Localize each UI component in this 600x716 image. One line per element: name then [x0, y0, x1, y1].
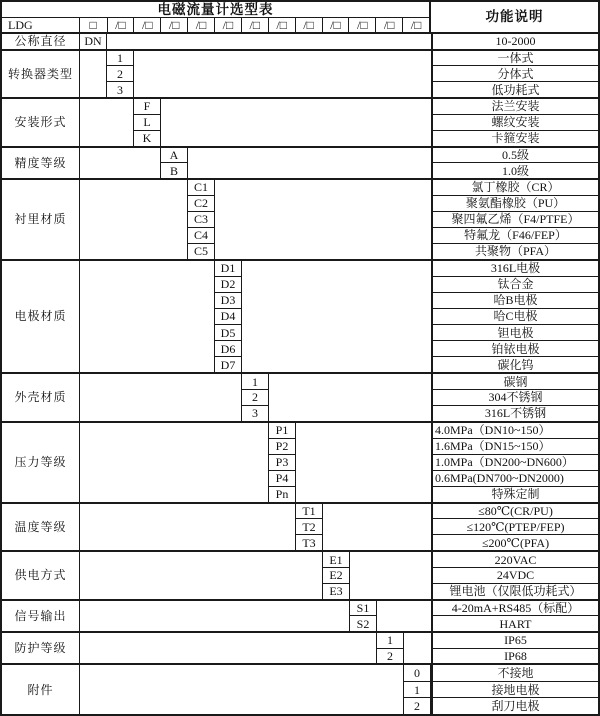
ladder-right-spacer: [188, 148, 431, 178]
code-box: /□: [107, 18, 134, 33]
option-description-cell: 钽电极: [433, 325, 598, 341]
code-column: [188, 180, 215, 259]
ladder-spacer: [80, 633, 377, 663]
code-box: /□: [241, 18, 268, 33]
code-column: [215, 261, 242, 372]
option-code-cell: 3: [117, 82, 123, 97]
option-code-cell: P3: [269, 455, 295, 471]
option-description-cell: 刮刀电极: [491, 699, 540, 714]
code-box: /□: [133, 18, 160, 33]
option-code-cell: P1: [269, 423, 295, 439]
function-column: [431, 34, 598, 48]
function-column: [431, 504, 598, 551]
code-column: [377, 633, 404, 663]
option-code-cell: L: [134, 115, 160, 131]
option-code-cell: D6: [215, 341, 241, 357]
option-description-cell: 特殊定制: [491, 487, 540, 502]
option-description-cell: 聚氨酯橡胶（PU）: [433, 196, 598, 212]
category-label: 信号输出: [2, 601, 80, 631]
category-label: 温度等级: [2, 504, 80, 551]
category-label: 防护等级: [2, 633, 80, 663]
category-block: [2, 148, 598, 180]
ladder-right-spacer: [323, 504, 431, 551]
category-label: 公称直径: [2, 34, 80, 48]
option-description-cell: 分体式: [433, 66, 598, 82]
option-description-cell: 1.0级: [501, 163, 529, 178]
category-label: 转换器类型: [2, 51, 80, 98]
option-code-cell: P4: [269, 471, 295, 487]
ladder-right-spacer: [242, 261, 431, 372]
option-code-cell: DN: [84, 34, 102, 49]
page-title: 电磁流量计选型表: [2, 2, 429, 18]
ladder-spacer: [80, 374, 242, 421]
ladder-spacer: [80, 180, 188, 259]
ladder-spacer: [80, 51, 107, 98]
option-description-cell: 4-20mA+RS485（标配）: [433, 601, 598, 617]
category-block: [2, 34, 598, 50]
code-column: [242, 374, 269, 421]
category-label: 电极材质: [2, 261, 80, 372]
option-code-cell: 2: [414, 699, 420, 714]
category-label: 精度等级: [2, 148, 80, 178]
option-description-cell: HART: [499, 616, 532, 631]
option-code-cell: C4: [188, 228, 214, 244]
option-code-cell: F: [134, 99, 160, 115]
function-column: [431, 99, 598, 146]
code-box: /□: [214, 18, 241, 33]
ladder-spacer: [80, 504, 296, 551]
function-column: [431, 51, 598, 98]
category-block: [2, 601, 598, 633]
ladder-right-spacer: [296, 423, 431, 502]
category-label: 供电方式: [2, 552, 80, 599]
option-description-cell: 锂电池（仅限低功耗式）: [449, 584, 582, 599]
category-block: [2, 633, 598, 665]
option-code-cell: K: [142, 131, 152, 146]
ladder-spacer: [80, 423, 269, 502]
option-code-cell: C2: [188, 196, 214, 212]
option-description-cell: 不接地: [433, 665, 598, 682]
ladder-right-spacer: [269, 374, 431, 421]
option-code-cell: E3: [329, 584, 343, 599]
code-column: [134, 99, 161, 146]
option-code-cell: 2: [242, 390, 268, 406]
ladder-right-spacer: [161, 99, 431, 146]
code-box: /□: [348, 18, 375, 33]
ladder-spacer: [80, 665, 404, 714]
category-block: [2, 374, 598, 423]
option-description-cell: 1.6MPa（DN15~150）: [433, 439, 598, 455]
category-block: [2, 261, 598, 374]
code-column: [323, 552, 350, 599]
ladder-right-spacer: [377, 601, 431, 631]
option-description-cell: 碳化钨: [497, 357, 534, 372]
option-description-cell: 1.0MPa（DN200~DN600）: [433, 455, 598, 471]
code-box: /□: [402, 18, 429, 33]
ladder-spacer: [80, 552, 323, 599]
option-code-cell: C1: [188, 180, 214, 196]
option-description-cell: 低功耗式: [491, 82, 540, 97]
option-description-cell: 316L不锈钢: [484, 406, 547, 421]
code-box: /□: [295, 18, 322, 33]
function-column: [431, 180, 598, 259]
category-block: [2, 51, 598, 100]
ladder-spacer: [80, 261, 215, 372]
option-code-cell: Pn: [275, 487, 289, 502]
option-code-cell: B: [169, 163, 178, 178]
option-code-cell: 2: [387, 649, 393, 664]
function-column: [431, 665, 598, 714]
option-code-cell: E1: [323, 552, 349, 568]
option-code-cell: A: [161, 148, 187, 164]
option-code-cell: S2: [356, 616, 370, 631]
option-code-cell: 1: [107, 51, 133, 67]
header-left-section: [2, 2, 431, 32]
category-label: 安装形式: [2, 99, 80, 146]
function-column: [431, 148, 598, 178]
ladder-spacer: [80, 99, 134, 146]
option-description-cell: 24VDC: [433, 568, 598, 584]
option-description-cell: 钛合金: [433, 277, 598, 293]
option-code-cell: C5: [193, 244, 208, 259]
option-code-cell: T3: [302, 535, 316, 550]
code-box: /□: [268, 18, 295, 33]
option-description-cell: 碳钢: [433, 374, 598, 390]
code-column: [296, 504, 323, 551]
option-code-cell: 2: [107, 66, 133, 82]
option-description-cell: 4.0MPa（DN10~150）: [433, 423, 598, 439]
category-label: 附件: [2, 665, 80, 714]
option-code-cell: T1: [296, 504, 322, 520]
option-description-cell: 316L电极: [433, 261, 598, 277]
option-code-cell: T2: [296, 519, 322, 535]
option-description-cell: IP68: [504, 649, 527, 664]
option-code-cell: D4: [215, 309, 241, 325]
option-code-cell: 1: [242, 374, 268, 390]
option-description-cell: 哈C电极: [433, 309, 598, 325]
option-code-cell: D5: [215, 325, 241, 341]
ladder-right-spacer: [107, 34, 431, 48]
category-label: 外壳材质: [2, 374, 80, 421]
category-label: 衬里材质: [2, 180, 80, 259]
option-code-cell: 3: [252, 406, 258, 421]
category-block: [2, 99, 598, 148]
function-column: [431, 423, 598, 502]
code-box-first: □: [89, 18, 97, 33]
ladder-spacer: [80, 601, 350, 631]
option-description-cell: 聚四氟乙烯（F4/PTFE）: [433, 212, 598, 228]
option-description-cell: 铂铱电极: [433, 341, 598, 357]
table-body: [2, 34, 598, 714]
option-description-cell: 一体式: [433, 51, 598, 67]
category-block: [2, 504, 598, 553]
option-description-cell: ≤80℃(CR/PU): [433, 504, 598, 520]
code-box: /□: [187, 18, 214, 33]
code-box: /□: [375, 18, 402, 33]
option-description-cell: ≤200℃(PFA): [481, 535, 550, 550]
option-code-cell: C3: [188, 212, 214, 228]
option-description-cell: 氯丁橡胶（CR）: [433, 180, 598, 196]
category-block: [2, 180, 598, 261]
code-box: /□: [322, 18, 349, 33]
ladder-spacer: [80, 148, 161, 178]
option-description-cell: IP65: [433, 633, 598, 649]
option-description-cell: 法兰安装: [433, 99, 598, 115]
function-column: [431, 633, 598, 663]
code-column: [269, 423, 296, 502]
code-column: [350, 601, 377, 631]
option-description-cell: 螺纹安装: [433, 115, 598, 131]
option-code-cell: D2: [215, 277, 241, 293]
option-description-cell: 10-2000: [495, 34, 536, 49]
option-description-cell: ≤120℃(PTEP/FEP): [433, 519, 598, 535]
option-description-cell: 304不锈钢: [433, 390, 598, 406]
option-code-cell: 1: [404, 682, 430, 699]
option-description-cell: 接地电极: [433, 682, 598, 699]
ladder-right-spacer: [404, 633, 431, 663]
function-column: [431, 261, 598, 372]
function-column: [431, 374, 598, 421]
ladder-right-spacer: [134, 51, 431, 98]
option-code-cell: 0: [404, 665, 430, 682]
code-column: [161, 148, 188, 178]
option-code-cell: S1: [350, 601, 376, 617]
option-code-cell: D1: [215, 261, 241, 277]
option-code-cell: 1: [377, 633, 403, 649]
code-box: /□: [160, 18, 187, 33]
code-column: [80, 34, 107, 48]
option-description-cell: 0.6MPa(DN700~DN2000): [433, 471, 598, 487]
code-column: [107, 51, 134, 98]
option-description-cell: 卡箍安装: [491, 131, 540, 146]
category-label: 压力等级: [2, 423, 80, 502]
option-code-cell: D3: [215, 293, 241, 309]
category-block: [2, 423, 598, 504]
option-description-cell: 特氟龙（F46/FEP）: [433, 228, 598, 244]
table-header: [2, 2, 598, 34]
function-column: [431, 601, 598, 631]
option-code-cell: D7: [220, 357, 236, 372]
function-column: [431, 552, 598, 599]
code-column: [404, 665, 431, 714]
ladder-right-spacer: [350, 552, 431, 599]
option-description-cell: 220VAC: [433, 552, 598, 568]
ladder-right-spacer: [215, 180, 431, 259]
function-column-header: 功能说明: [485, 9, 544, 25]
category-block: [2, 665, 598, 714]
option-description-cell: 哈B电极: [433, 293, 598, 309]
model-code-row: [2, 18, 429, 33]
option-description-cell: 共聚物（PFA）: [474, 244, 557, 259]
category-block: [2, 552, 598, 601]
option-code-cell: E2: [323, 568, 349, 584]
option-code-cell: P2: [269, 439, 295, 455]
model-prefix: LDG: [2, 18, 80, 33]
option-description-cell: 0.5级: [433, 148, 598, 164]
